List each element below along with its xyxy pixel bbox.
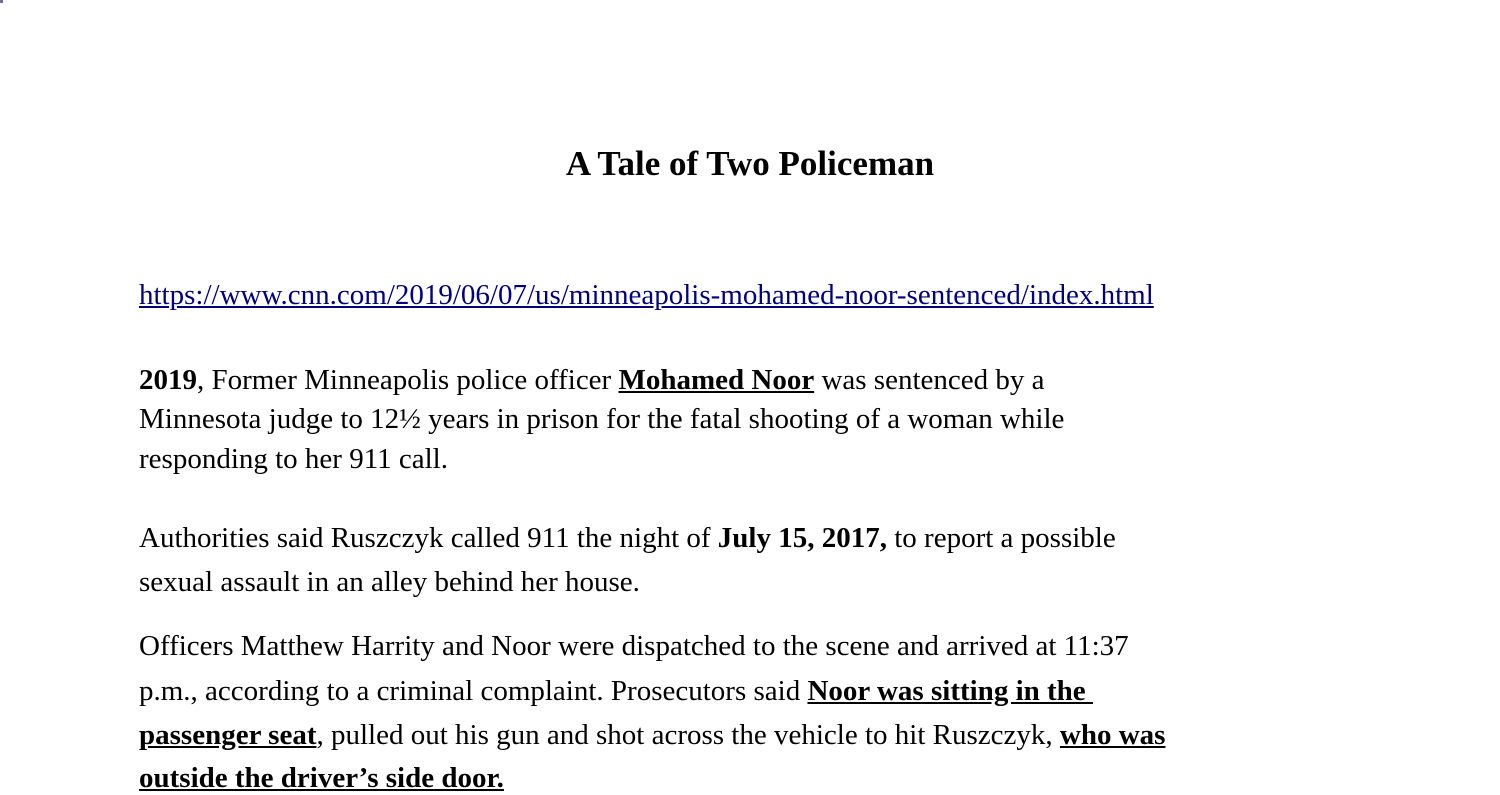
text: to report a possible (886, 522, 1116, 554)
paragraph-3-line-3 (139, 718, 1165, 752)
emphasis-text: who was (1059, 719, 1166, 751)
name-text: Mohamed Noor (618, 364, 815, 396)
emphasis-text: outside the driver’s side door. (139, 762, 504, 794)
cnn-article-link[interactable]: https://www.cnn.com/2019/06/07/us/minneapolis-mohamed-noor-sentenced/index.html (139, 279, 1154, 311)
paragraph-1-line-2: Minnesota judge to 12½ years in prison for the fatal shooting of a woman while (139, 403, 1065, 435)
page-corner-marker (0, 0, 3, 3)
paragraph-1-line-1 (139, 363, 1045, 397)
document-title: A Tale of Two Policeman (565, 144, 935, 183)
paragraph-2-line-1 (139, 521, 1116, 555)
paragraph-3-line-1: Officers Matthew Harrity and Noor were dispatched to the scene and arrived at 11:37 (139, 630, 1129, 662)
text: was sentenced by a (814, 364, 1045, 396)
emphasis-text: Noor was sitting in the (807, 675, 1093, 707)
date-text: July 15, 2017, (717, 522, 887, 554)
text: , pulled out his gun and shot across the vehicle to hit Ruszczyk, (316, 719, 1060, 751)
paragraph-3-line-4 (139, 761, 504, 795)
paragraph-2-line-2: sexual assault in an alley behind her house. (139, 566, 640, 598)
text: Authorities said Ruszczyk called 911 the night of (139, 522, 718, 554)
year-text: 2019 (139, 364, 197, 396)
paragraph-1-line-3: responding to her 911 call. (139, 443, 448, 475)
text: p.m., according to a criminal complaint. Prosecutors said (139, 675, 808, 707)
emphasis-text: passenger seat (139, 719, 317, 751)
text: , Former Minneapolis police officer (197, 364, 619, 396)
paragraph-3-line-2 (139, 674, 1093, 708)
